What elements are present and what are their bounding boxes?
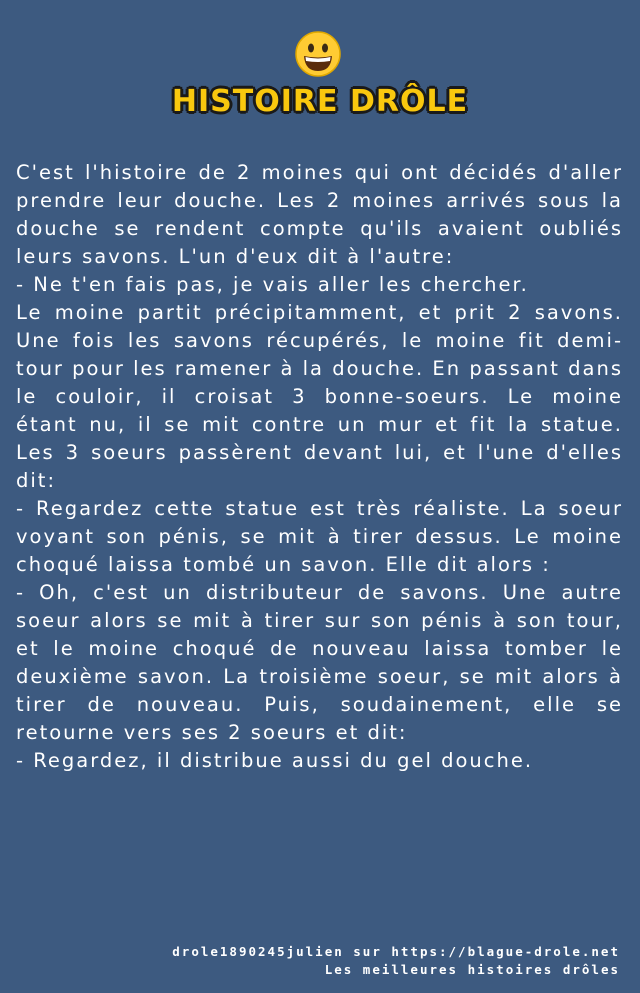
story-paragraph: - Regardez cette statue est très réaliste. La soeur voyant son pénis, se mit à tirer dessus. Le moine choqué laissa tombé un savon. Elle dit alors :: [16, 497, 623, 576]
page-title: HISTOIRE DRÔLE: [171, 84, 469, 119]
story-paragraph: Le moine partit précipitamment, et prit 2 savons. Une fois les savons récupérés, le moine fit demi-tour pour les ramener à la douche. En passant dans le couloir, il croisat 3 bonne-soeurs. Le moine étant nu, il se mit contre un mur et fit la statue. Les 3 soeurs passèrent devant lui, et l'une d'elles dit:: [16, 301, 623, 492]
grinning-face-icon: [294, 30, 342, 78]
story-paragraph: - Oh, c'est un distributeur de savons. Une autre soeur alors se mit à tirer sur son pénis à son tour, et le moine choqué de nouveau laissa tomber le deuxième savon. La troisième soeur, se mit alors à tirer de nouveau. Puis, soudainement, elle se retourne vers ses 2 soeurs et dit:: [16, 581, 623, 744]
footer-tagline: Les meilleures histoires drôles: [324, 962, 620, 977]
story-paragraph: - Ne t'en fais pas, je vais aller les chercher.: [16, 273, 529, 296]
story-paragraph: C'est l'histoire de 2 moines qui ont décidés d'aller prendre leur douche. Les 2 moines arrivés sous la douche se rendent compte qu'ils avaient oubliés leurs savons. L'un d'eux dit à l'autre:: [16, 161, 623, 268]
footer-credit: drole1890245julien sur https://blague-drole.net: [172, 944, 620, 959]
story-paragraph: - Regardez, il distribue aussi du gel douche.: [16, 749, 534, 772]
story-text: [16, 159, 623, 775]
